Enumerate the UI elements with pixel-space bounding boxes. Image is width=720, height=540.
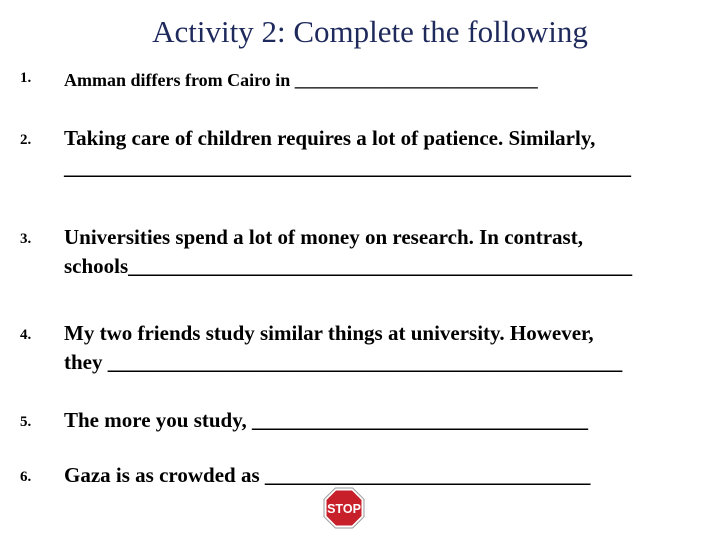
item-number: 4. (20, 327, 32, 343)
item-number: 2. (20, 132, 32, 148)
page-title: Activity 2: Complete the following (152, 14, 588, 49)
item-line-1: Universities spend a lot of money on research. In contrast, (64, 225, 583, 249)
item-line-2: ______________________________________________________ (64, 155, 631, 179)
item-line-1: The more you study, ________________________________ (64, 408, 589, 432)
item-text (64, 461, 684, 490)
item-number: 3. (20, 231, 32, 247)
item-text (64, 124, 684, 182)
item-number: 6. (20, 469, 32, 485)
item-number: 1. (20, 70, 32, 86)
item-line-1: Gaza is as crowded as _______________________________ (64, 463, 591, 487)
stop-sign-label: STOP (327, 502, 361, 516)
item-text (64, 66, 684, 95)
item-line-1: Amman differs from Cairo in ___________________________ (64, 70, 538, 90)
item-text (64, 406, 684, 435)
item-line-1: Taking care of children requires a lot of patience. Similarly, (64, 126, 596, 150)
item-text (64, 223, 684, 281)
item-line-1: My two friends study similar things at university. However, (64, 321, 594, 345)
item-text (64, 319, 684, 377)
stop-sign-icon (323, 487, 365, 529)
item-line-2: schools________________________________________________ (64, 254, 633, 278)
item-line-2: they _________________________________________________ (64, 350, 623, 374)
item-number: 5. (20, 414, 32, 430)
